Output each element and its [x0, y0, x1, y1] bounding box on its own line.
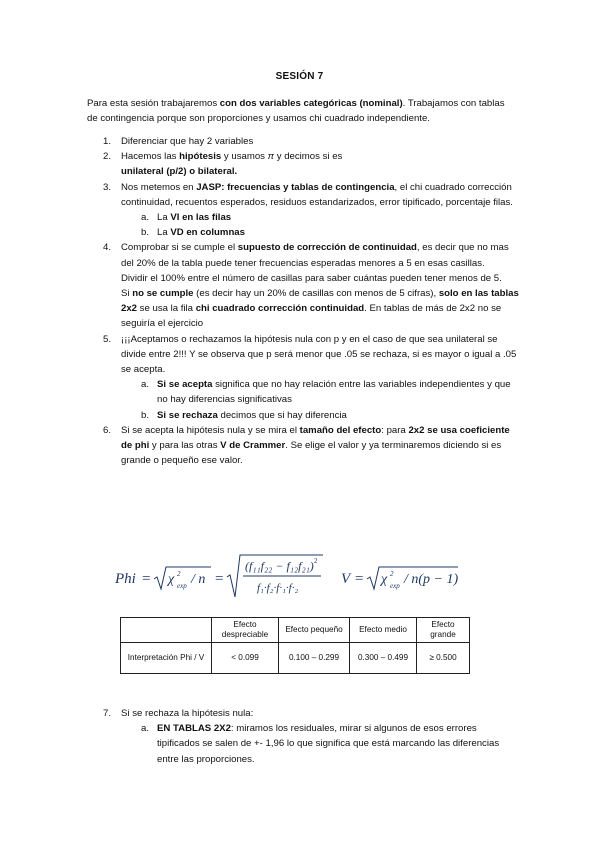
step-3b	[121, 225, 520, 240]
phi-label: Phi	[115, 571, 136, 587]
step-text: se usa la fila	[137, 303, 196, 315]
step-7	[88, 706, 520, 767]
effect-size-formulas	[115, 553, 475, 599]
step-3	[88, 180, 520, 241]
step-bold: chi cuadrado corrección continuidad	[195, 303, 365, 315]
table-header-row	[121, 618, 470, 643]
chi-exp-subscript: exp	[177, 582, 187, 590]
step-2	[88, 149, 520, 179]
intro-bold: con dos variables categóricas (nominal)	[219, 98, 403, 109]
table-cell	[121, 618, 212, 643]
step-text: Diferenciar que hay 2 variables	[121, 136, 254, 147]
sub-number: b.	[141, 227, 150, 239]
step-text: Si	[121, 288, 133, 300]
sub-text: significa que no hay relación entre las variables independientes y que no hay diferencias significativas	[157, 379, 511, 406]
sub-bold: VD en columnas	[170, 227, 245, 239]
effect-size-table	[120, 617, 470, 674]
step-7a	[88, 721, 520, 767]
table-cell: < 0.099	[212, 643, 279, 674]
step-text: . En tablas de más de 2x2 no se seguiría el ejercicio	[121, 303, 502, 330]
phi-denominator: f₁·f₂·f·₁·f·₂	[257, 582, 299, 594]
step-bold: tamaño del efecto	[299, 424, 382, 436]
intro-paragraph	[87, 96, 517, 126]
step-text: y usamos	[221, 151, 268, 163]
step-text: y para las otras	[149, 440, 221, 452]
step-bold: hipótesis	[179, 151, 222, 163]
equals-sign-2: =	[215, 571, 224, 587]
step-7-line	[88, 706, 520, 721]
step-number: 7.	[103, 708, 112, 719]
step-number: 6.	[103, 424, 112, 436]
equals-sign-3: =	[355, 571, 364, 587]
sub-text: : miramos los residuales, mirar si algunos de esos errores tipificados se salen de +- 1,96 lo que significa que está marcando las diferencias entre las proporciones.	[157, 723, 500, 765]
chi-symbol: χ	[168, 572, 175, 587]
step-bold: 2x2 se usa coeficiente de phi	[121, 424, 510, 452]
sub-bold: VI en las filas	[170, 212, 232, 224]
step-bold: solo en las tablas 2x2	[121, 288, 519, 315]
step-5a	[121, 377, 520, 407]
sub-bold: Si se acepta	[157, 379, 213, 391]
step-text: , el chi cuadrado corrección continuidad, recuentos esperados, residuos estandarizados, error tipificado, porcentaje filas.	[121, 181, 513, 208]
sub-text: La	[157, 227, 171, 239]
step-5b	[121, 408, 520, 423]
chi-exp-subscript-2: exp	[390, 582, 400, 590]
step-number: 1.	[103, 136, 112, 147]
step-bold: supuesto de corrección de continuidad	[237, 242, 417, 254]
step-4	[88, 240, 520, 331]
sub-number: a.	[141, 723, 150, 735]
intro-text: Para esta sesión trabajaremos	[87, 98, 220, 109]
v-denominator: / n(p − 1)	[404, 572, 459, 587]
steps-list	[88, 134, 520, 468]
step-bold: V de Crammer	[220, 440, 286, 452]
step-number: 2.	[103, 151, 112, 163]
step-bold: unilateral (p/2) o bilateral.	[121, 166, 238, 178]
sub-number: b.	[141, 409, 150, 421]
sub-text: La	[157, 212, 171, 224]
table-header: Efecto despreciable	[212, 618, 279, 643]
table-cell: Interpretación Phi / V	[121, 643, 212, 674]
step-1	[88, 134, 520, 149]
equals-sign: =	[142, 571, 151, 587]
intro-text-end: . Trabajamos con tablas de contingencia porque son proporciones y usamos chi cuadrado independiente.	[87, 98, 505, 124]
chi-square-exponent-2: 2	[390, 570, 394, 578]
table-cell: 0.100 – 0.299	[279, 643, 350, 674]
step-text: , es decir que no mas del 20% de la tabla puede tener frecuencias esperadas menores a 5 en esas casillas.	[121, 242, 509, 269]
step-text: ¡¡¡Aceptamos o rechazamos la hipótesis nula con p y en el caso de que sea unilateral se divide entre 2!!! Y se observa que p será menor que .05 se rechaza, si es mayor o igual a .05 se acepta.	[121, 333, 517, 376]
step-3-sublist	[121, 210, 520, 240]
step-5	[88, 332, 520, 423]
chi-symbol-2: χ	[381, 572, 388, 587]
sub-bold: EN TABLAS 2X2	[157, 723, 231, 735]
step-text: Hacemos las	[121, 151, 180, 163]
step-5-sublist	[121, 377, 520, 423]
phi-numerator: (f₁₁f₂₂ − f₁₂f₂₁)	[245, 559, 314, 573]
chi-square-exponent: 2	[177, 570, 181, 578]
step-text: Dividir el 100% entre el número de casillas para saber cuántas pueden tener menos de 5.	[121, 272, 502, 284]
step-bold: no se cumple	[132, 288, 194, 300]
step-number: 5.	[103, 333, 112, 345]
numerator-exponent: 2	[314, 557, 318, 565]
sub-number: a.	[141, 379, 150, 391]
table-header: Efecto pequeño	[279, 618, 350, 643]
table-row	[121, 643, 470, 674]
table-cell: 0.300 – 0.499	[350, 643, 417, 674]
page-title: SESIÓN 7	[275, 71, 324, 82]
step-6	[88, 423, 520, 469]
step-text: Si se acepta la hipótesis nula y se mira el	[121, 424, 300, 436]
sub-number: a.	[141, 212, 150, 224]
step-text: : para	[381, 424, 409, 436]
v-label: V	[341, 571, 351, 587]
pi-symbol: π	[267, 151, 275, 163]
step-text: . Se elige el valor y ya terminaremos diciendo si es grande o pequeño ese valor.	[121, 440, 502, 467]
sub-bold: Si se rechaza	[157, 409, 218, 421]
step-text: y decimos si es	[274, 151, 343, 163]
step-3a	[121, 210, 520, 225]
step-bold: JASP: frecuencias y tablas de contingencia	[196, 181, 395, 193]
table-header: Efecto grande	[417, 618, 470, 643]
table-header: Efecto medio	[350, 618, 417, 643]
step-text: (es decir hay un 20% de casillas con menos de 5 cifras),	[193, 288, 439, 300]
step-number: 4.	[103, 242, 112, 254]
sub-text: decimos que si hay diferencia	[217, 409, 347, 421]
step-text: Si se rechaza la hipótesis nula:	[121, 708, 254, 719]
table-cell: ≥ 0.500	[417, 643, 470, 674]
step-number: 3.	[103, 181, 112, 193]
over-n: / n	[191, 572, 206, 587]
step-text: Nos metemos en	[121, 181, 197, 193]
step-text: Comprobar si se cumple el	[121, 242, 238, 254]
